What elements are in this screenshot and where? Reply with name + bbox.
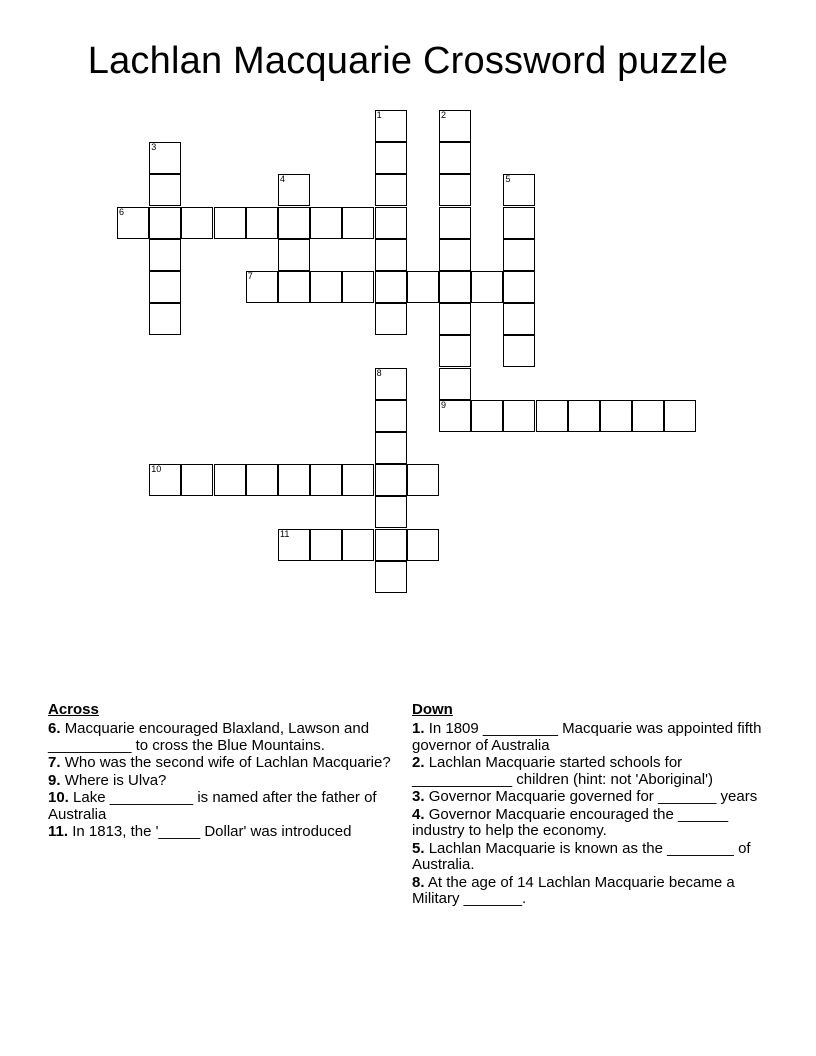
clue-across-7 — [48, 755, 393, 772]
clue-text: Where is Ulva? — [64, 771, 167, 789]
clue-number: 6. — [48, 720, 61, 737]
grid-cell — [214, 207, 246, 239]
clue-number: 11. — [48, 823, 69, 840]
clue-down-3 — [412, 789, 772, 806]
clue-number: 4. — [412, 805, 425, 823]
grid-cell — [342, 529, 374, 561]
grid-cell — [439, 207, 471, 239]
grid-cell — [375, 142, 407, 174]
cell-number: 9 — [441, 399, 447, 410]
grid-cell — [439, 110, 471, 142]
clue-down-2 — [412, 755, 772, 788]
grid-cell — [149, 464, 181, 496]
grid-cell — [278, 207, 310, 239]
cell-number: 11 — [280, 528, 290, 539]
grid-cell — [214, 464, 246, 496]
grid-cell — [439, 303, 471, 335]
cell-number: 1 — [376, 110, 382, 120]
clue-number: 2. — [412, 754, 425, 771]
grid-cell — [471, 400, 503, 432]
grid-cell — [375, 110, 407, 142]
cell-number: 6 — [119, 206, 125, 217]
grid-cell — [278, 239, 310, 271]
cell-number: 4 — [280, 174, 286, 185]
clue-across-11 — [48, 824, 393, 841]
across-heading: Across — [48, 701, 99, 718]
grid-cell — [149, 174, 181, 206]
clue-text: Lachlan Macquarie is known as the ________ of Australia. — [412, 839, 751, 873]
down-heading: Down — [412, 701, 453, 718]
clue-text: Macquarie encouraged Blaxland, Lawson and __________ to cross the Blue Mountains. — [48, 720, 370, 754]
grid-cell — [407, 464, 439, 496]
grid-cell — [503, 174, 535, 206]
grid-cell — [407, 529, 439, 561]
grid-cell — [375, 174, 407, 206]
grid-cell — [149, 207, 181, 239]
grid-cell — [375, 496, 407, 528]
down-clue-list — [412, 721, 772, 908]
grid-cell — [246, 464, 278, 496]
grid-cell — [375, 303, 407, 335]
clue-text: At the age of 14 Lachlan Macquarie became a Military _______. — [412, 873, 735, 907]
grid-cell — [407, 271, 439, 303]
grid-cell — [664, 400, 696, 432]
grid-cell — [375, 400, 407, 432]
grid-cell — [600, 400, 632, 432]
puzzle-title: Lachlan Macquarie Crossword puzzle — [87, 40, 729, 82]
grid-cell — [149, 271, 181, 303]
clue-text: Governor Macquarie encouraged the ______ industry to help the economy. — [412, 805, 729, 839]
grid-cell — [503, 239, 535, 271]
grid-cell — [278, 529, 310, 561]
clue-text: In 1813, the '_____ Dollar' was introduced — [72, 823, 352, 840]
grid-cell — [439, 271, 471, 303]
grid-cell — [439, 400, 471, 432]
grid-cell — [375, 239, 407, 271]
grid-cell — [536, 400, 568, 432]
grid-cell — [375, 529, 407, 561]
clue-number: 8. — [412, 873, 425, 891]
grid-cell — [149, 142, 181, 174]
clue-number: 5. — [412, 839, 425, 857]
across-clue-list — [48, 721, 393, 841]
cell-number: 7 — [247, 271, 253, 281]
clue-number: 3. — [412, 788, 425, 805]
grid-cell — [278, 271, 310, 303]
grid-cell — [375, 368, 407, 400]
clue-text: Lake __________ is named after the father of Australia — [48, 789, 377, 823]
clue-text: Governor Macquarie governed for _______ years — [428, 788, 758, 805]
grid-cell — [342, 207, 374, 239]
clue-down-1 — [412, 721, 772, 754]
grid-cell — [503, 271, 535, 303]
grid-cell — [503, 303, 535, 335]
across-clues — [48, 701, 393, 842]
grid-cell — [439, 239, 471, 271]
clue-across-10 — [48, 790, 393, 823]
grid-cell — [181, 464, 213, 496]
clue-number: 9. — [48, 771, 61, 789]
grid-cell — [117, 207, 149, 239]
grid-cell — [439, 335, 471, 367]
grid-cell — [342, 464, 374, 496]
clue-text: Lachlan Macquarie started schools for ____________ children (hint: not 'Aboriginal') — [412, 754, 713, 788]
down-clues — [412, 701, 772, 909]
grid-cell — [503, 400, 535, 432]
grid-cell — [375, 432, 407, 464]
clue-down-5 — [412, 841, 772, 874]
grid-cell — [246, 271, 278, 303]
grid-cell — [310, 464, 342, 496]
grid-cell — [471, 271, 503, 303]
cell-number: 8 — [376, 367, 382, 378]
grid-cell — [310, 207, 342, 239]
grid-cell — [503, 335, 535, 367]
clue-number: 1. — [412, 720, 425, 737]
grid-cell — [181, 207, 213, 239]
cell-number: 2 — [441, 110, 447, 120]
cell-number: 5 — [505, 174, 511, 185]
clue-text: Who was the second wife of Lachlan Macquarie? — [64, 754, 391, 771]
cell-number: 3 — [151, 142, 157, 153]
grid-cell — [375, 561, 407, 593]
grid-cell — [375, 464, 407, 496]
clue-down-4 — [412, 807, 772, 840]
cell-number: 10 — [151, 464, 162, 475]
grid-cell — [278, 464, 310, 496]
grid-cell — [310, 271, 342, 303]
clue-across-9 — [48, 773, 393, 790]
grid-cell — [278, 174, 310, 206]
grid-cell — [632, 400, 664, 432]
grid-cell — [246, 207, 278, 239]
grid-cell — [149, 239, 181, 271]
grid-cell — [439, 142, 471, 174]
grid-cell — [375, 207, 407, 239]
grid-cell — [439, 174, 471, 206]
clue-across-6 — [48, 721, 393, 754]
grid-cell — [149, 303, 181, 335]
grid-cell — [310, 529, 342, 561]
grid-cell — [568, 400, 600, 432]
grid-cell — [342, 271, 374, 303]
clue-number: 10. — [48, 789, 69, 806]
grid-cell — [375, 271, 407, 303]
grid-cell — [439, 368, 471, 400]
clue-down-8 — [412, 875, 772, 908]
clue-number: 7. — [48, 754, 61, 771]
clue-text: In 1809 _________ Macquarie was appointed fifth governor of Australia — [412, 720, 762, 754]
grid-cell — [503, 207, 535, 239]
